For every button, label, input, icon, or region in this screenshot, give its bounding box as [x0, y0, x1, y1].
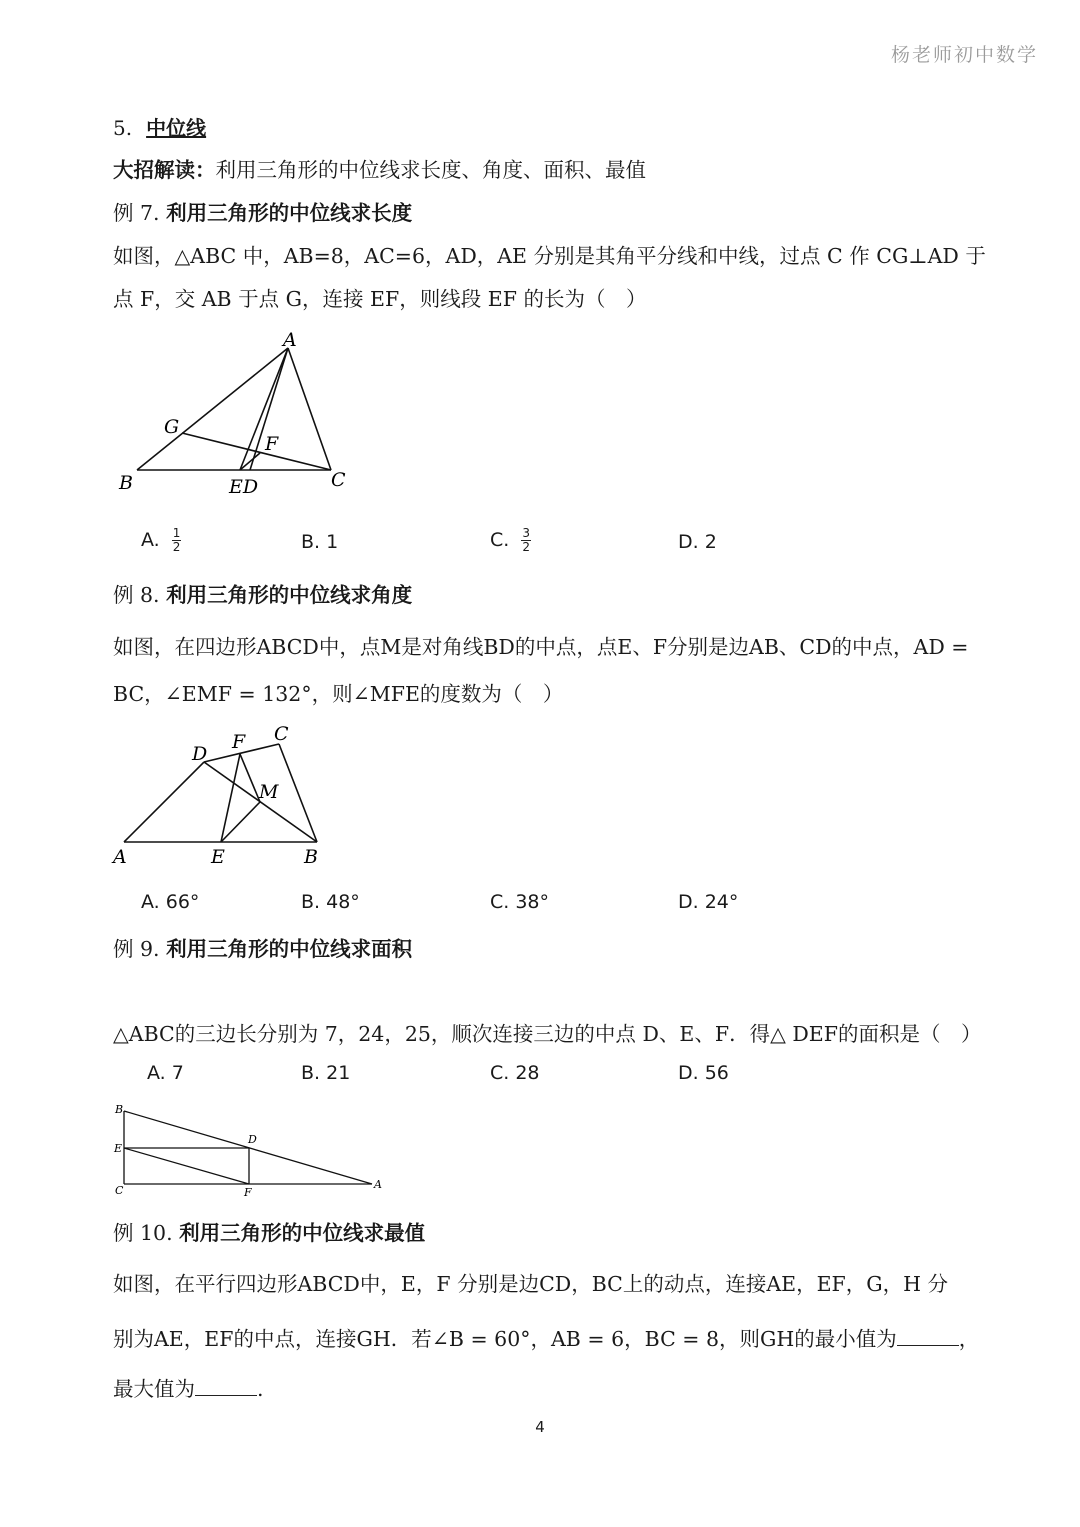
ex7-option-a[interactable] [141, 527, 181, 554]
page-number: 4 [535, 1418, 545, 1436]
ex9-option-d[interactable]: D. 56 [678, 1062, 729, 1084]
ex7-label-f: F [265, 433, 279, 455]
ex7-option-c-label: C. [490, 529, 510, 551]
ex8-quadrilateral-figure [110, 718, 330, 868]
ex8-seg-ef [221, 754, 240, 842]
ex8-label-b: B [304, 846, 318, 868]
ex7-title-prefix: 例 7. [113, 201, 160, 225]
ex7-label-b: B [119, 472, 133, 494]
ex9-label-b: B [115, 1103, 124, 1116]
ex10-line3-end: . [257, 1377, 264, 1401]
ex7-option-a-label: A. [141, 529, 160, 551]
ex7-option-a-fraction [172, 527, 182, 554]
ex9-label-c: C [115, 1184, 124, 1197]
ex10-title [113, 1216, 425, 1246]
ex7-seg-ae [240, 348, 288, 470]
ex7-title-text: 利用三角形的中位线求长度 [166, 201, 413, 225]
ex10-min-blank[interactable] [897, 1327, 959, 1346]
ex8-label-a: A [113, 846, 127, 868]
ex7-label-g: G [164, 416, 180, 438]
ex9-line1: △ABC的三边长分别为 7，24，25，顺次连接三边的中点 D、E、F．得△ DEF的面积是（ ） [113, 1022, 982, 1046]
section-heading [113, 112, 206, 141]
ex7-seg-ac [288, 348, 331, 470]
ex8-seg-cb [279, 744, 317, 842]
header-watermark: 杨老师初中数学 [890, 44, 1038, 66]
ex10-line2-text: 别为AE，EF的中点，连接GH．若∠B = 60°，AB = 6，BC = 8，则GH的最小值为 [113, 1327, 897, 1351]
ex8-option-c[interactable]: C. 38° [490, 891, 550, 913]
ex9-label-d: D [248, 1133, 257, 1146]
ex8-label-c: C [274, 723, 289, 745]
intro-text: 利用三角形的中位线求长度、角度、面积、最值 [215, 158, 646, 182]
ex10-title-prefix: 例 10. [113, 1221, 173, 1245]
ex8-seg-ad [124, 762, 204, 842]
ex7-line2: 点 F，交 AB 于点 G，连接 EF，则线段 EF 的长为（ ） [113, 287, 647, 311]
section-title: 中位线 [146, 116, 207, 140]
ex9-triangle-figure [110, 1100, 390, 1200]
ex7-option-c-den: 2 [522, 540, 530, 554]
ex7-seg-cg [182, 433, 331, 470]
ex8-line2: BC，∠EMF = 132°，则∠MFE的度数为（ ） [113, 682, 564, 706]
ex10-line2 [113, 1322, 979, 1352]
ex9-title [113, 932, 412, 962]
ex8-label-e: E [211, 846, 225, 868]
ex10-title-text: 利用三角形的中位线求最值 [179, 1221, 426, 1245]
ex9-seg-ef [124, 1148, 249, 1184]
ex7-label-ed: ED [229, 476, 259, 498]
ex8-title [113, 578, 412, 608]
ex8-seg-em [221, 802, 260, 842]
ex8-title-text: 利用三角形的中位线求角度 [166, 583, 413, 607]
ex7-line1: 如图，△ABC 中，AB=8，AC=6，AD，AE 分别是其角平分线和中线，过点 C 作 CG⊥AD 于 [113, 244, 986, 268]
intro-label: 大招解读： [113, 158, 216, 182]
ex7-option-c-num: 3 [522, 526, 530, 540]
ex8-option-a[interactable]: A. 66° [141, 891, 200, 913]
ex10-line1: 如图，在平行四边形ABCD中，E，F 分别是边CD，BC上的动点，连接AE，EF，G，H 分 [113, 1272, 949, 1296]
ex7-option-a-den: 2 [172, 540, 181, 554]
ex7-triangle-figure [110, 325, 370, 500]
ex7-option-b[interactable]: B. 1 [301, 531, 339, 553]
ex9-label-a: A [374, 1178, 382, 1191]
ex10-line2-end: ， [958, 1327, 980, 1351]
ex7-title [113, 196, 412, 226]
ex8-option-b[interactable]: B. 48° [301, 891, 360, 913]
ex8-title-prefix: 例 8. [113, 583, 160, 607]
ex9-option-a[interactable]: A. 7 [147, 1062, 184, 1084]
ex8-label-f: F [232, 731, 246, 753]
ex7-label-a: A [283, 329, 297, 351]
ex7-option-c[interactable] [490, 527, 531, 554]
ex8-label-m: M [259, 781, 279, 803]
ex9-option-c[interactable]: C. 28 [490, 1062, 540, 1084]
ex9-label-f: F [244, 1186, 252, 1199]
ex10-line3 [113, 1372, 264, 1402]
ex9-title-prefix: 例 9. [113, 937, 160, 961]
ex9-option-b[interactable]: B. 21 [301, 1062, 351, 1084]
ex9-label-e: E [114, 1142, 123, 1155]
ex8-option-d[interactable]: D. 24° [678, 891, 739, 913]
ex7-option-c-fraction [521, 527, 531, 554]
ex8-line1: 如图，在四边形ABCD中，点M是对角线BD的中点，点E、F分别是边AB、CD的中点，AD = [113, 635, 969, 659]
ex7-option-d[interactable]: D. 2 [678, 531, 717, 553]
ex9-title-text: 利用三角形的中位线求面积 [166, 937, 413, 961]
ex10-line3-text: 最大值为 [113, 1377, 195, 1401]
ex10-max-blank[interactable] [195, 1377, 257, 1396]
ex8-label-d: D [192, 743, 208, 765]
section-number: 5. [113, 116, 133, 140]
ex7-option-a-num: 1 [172, 526, 181, 540]
intro-line [113, 153, 646, 183]
ex7-label-c: C [331, 469, 346, 491]
